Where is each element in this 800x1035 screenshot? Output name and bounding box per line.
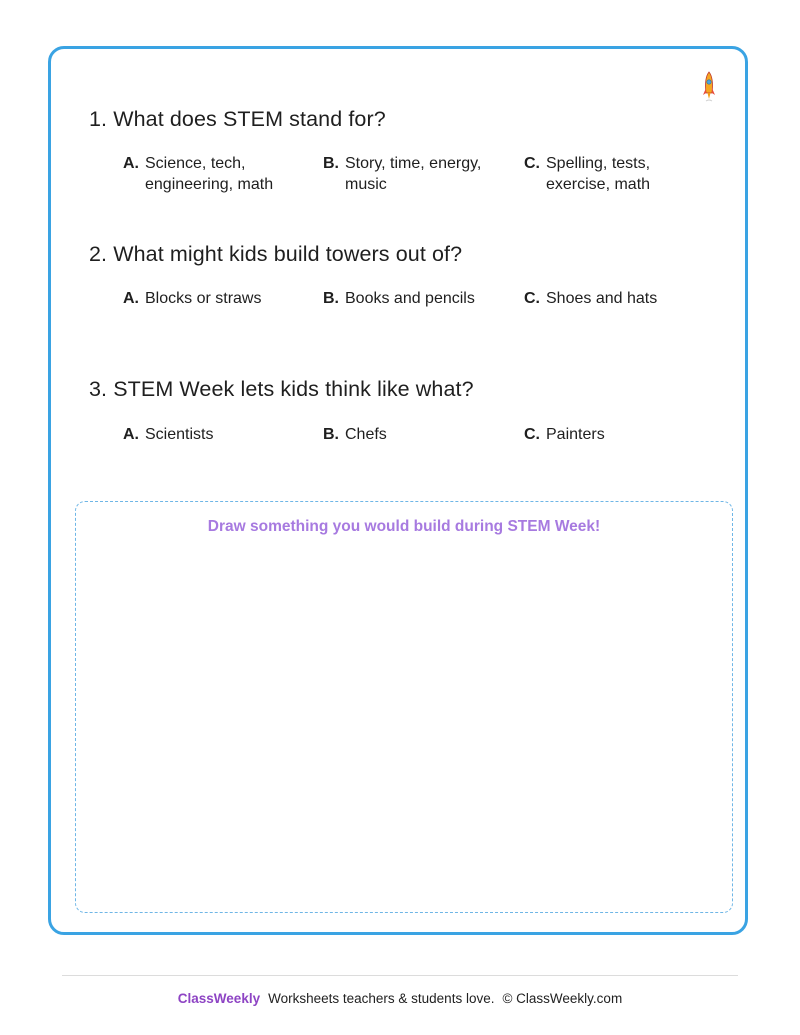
- question-2: [89, 242, 709, 307]
- option-letter: B.: [323, 290, 339, 307]
- question-3: [89, 377, 709, 443]
- option-text: Books and pencils: [345, 290, 475, 307]
- footer: [0, 991, 800, 1006]
- question-text: 1. What does STEM stand for?: [89, 107, 386, 131]
- option-c[interactable]: [524, 153, 704, 195]
- option-b[interactable]: [323, 153, 503, 195]
- footer-brand: ClassWeekly: [177, 991, 261, 1006]
- option-text: Scientists: [145, 426, 214, 443]
- option-letter: C.: [524, 426, 540, 443]
- option-b[interactable]: [323, 424, 503, 445]
- option-text: Shoes and hats: [546, 290, 658, 307]
- option-letter: A.: [123, 155, 139, 172]
- option-letter: B.: [323, 155, 339, 172]
- option-a[interactable]: [123, 288, 303, 309]
- question-text: 3. STEM Week lets kids think like what?: [89, 377, 474, 401]
- option-text: Painters: [546, 426, 605, 443]
- question-1: [89, 107, 709, 193]
- option-a[interactable]: [123, 424, 303, 445]
- option-letter: C.: [524, 290, 540, 307]
- option-text: Blocks or straws: [145, 290, 262, 307]
- option-a[interactable]: [123, 153, 303, 195]
- option-text: Spelling, tests, exercise, math: [546, 155, 651, 193]
- option-letter: B.: [323, 426, 339, 443]
- footer-copyright: © ClassWeekly.com: [502, 991, 623, 1006]
- option-letter: C.: [524, 155, 540, 172]
- option-c[interactable]: [524, 424, 704, 445]
- option-text: Story, time, energy, music: [345, 155, 482, 193]
- rocket-icon: [701, 71, 717, 107]
- footer-tagline: Worksheets teachers & students love.: [268, 991, 495, 1006]
- drawing-area[interactable]: [75, 501, 733, 913]
- option-text: Science, tech, engineering, math: [145, 155, 274, 193]
- drawing-prompt: Draw something you would build during STEM Week!: [207, 518, 601, 535]
- option-letter: A.: [123, 426, 139, 443]
- footer-divider: [62, 975, 738, 976]
- option-letter: A.: [123, 290, 139, 307]
- option-b[interactable]: [323, 288, 503, 309]
- worksheet-card: [48, 46, 748, 935]
- option-c[interactable]: [524, 288, 704, 309]
- option-text: Chefs: [345, 426, 387, 443]
- question-text: 2. What might kids build towers out of?: [89, 242, 463, 266]
